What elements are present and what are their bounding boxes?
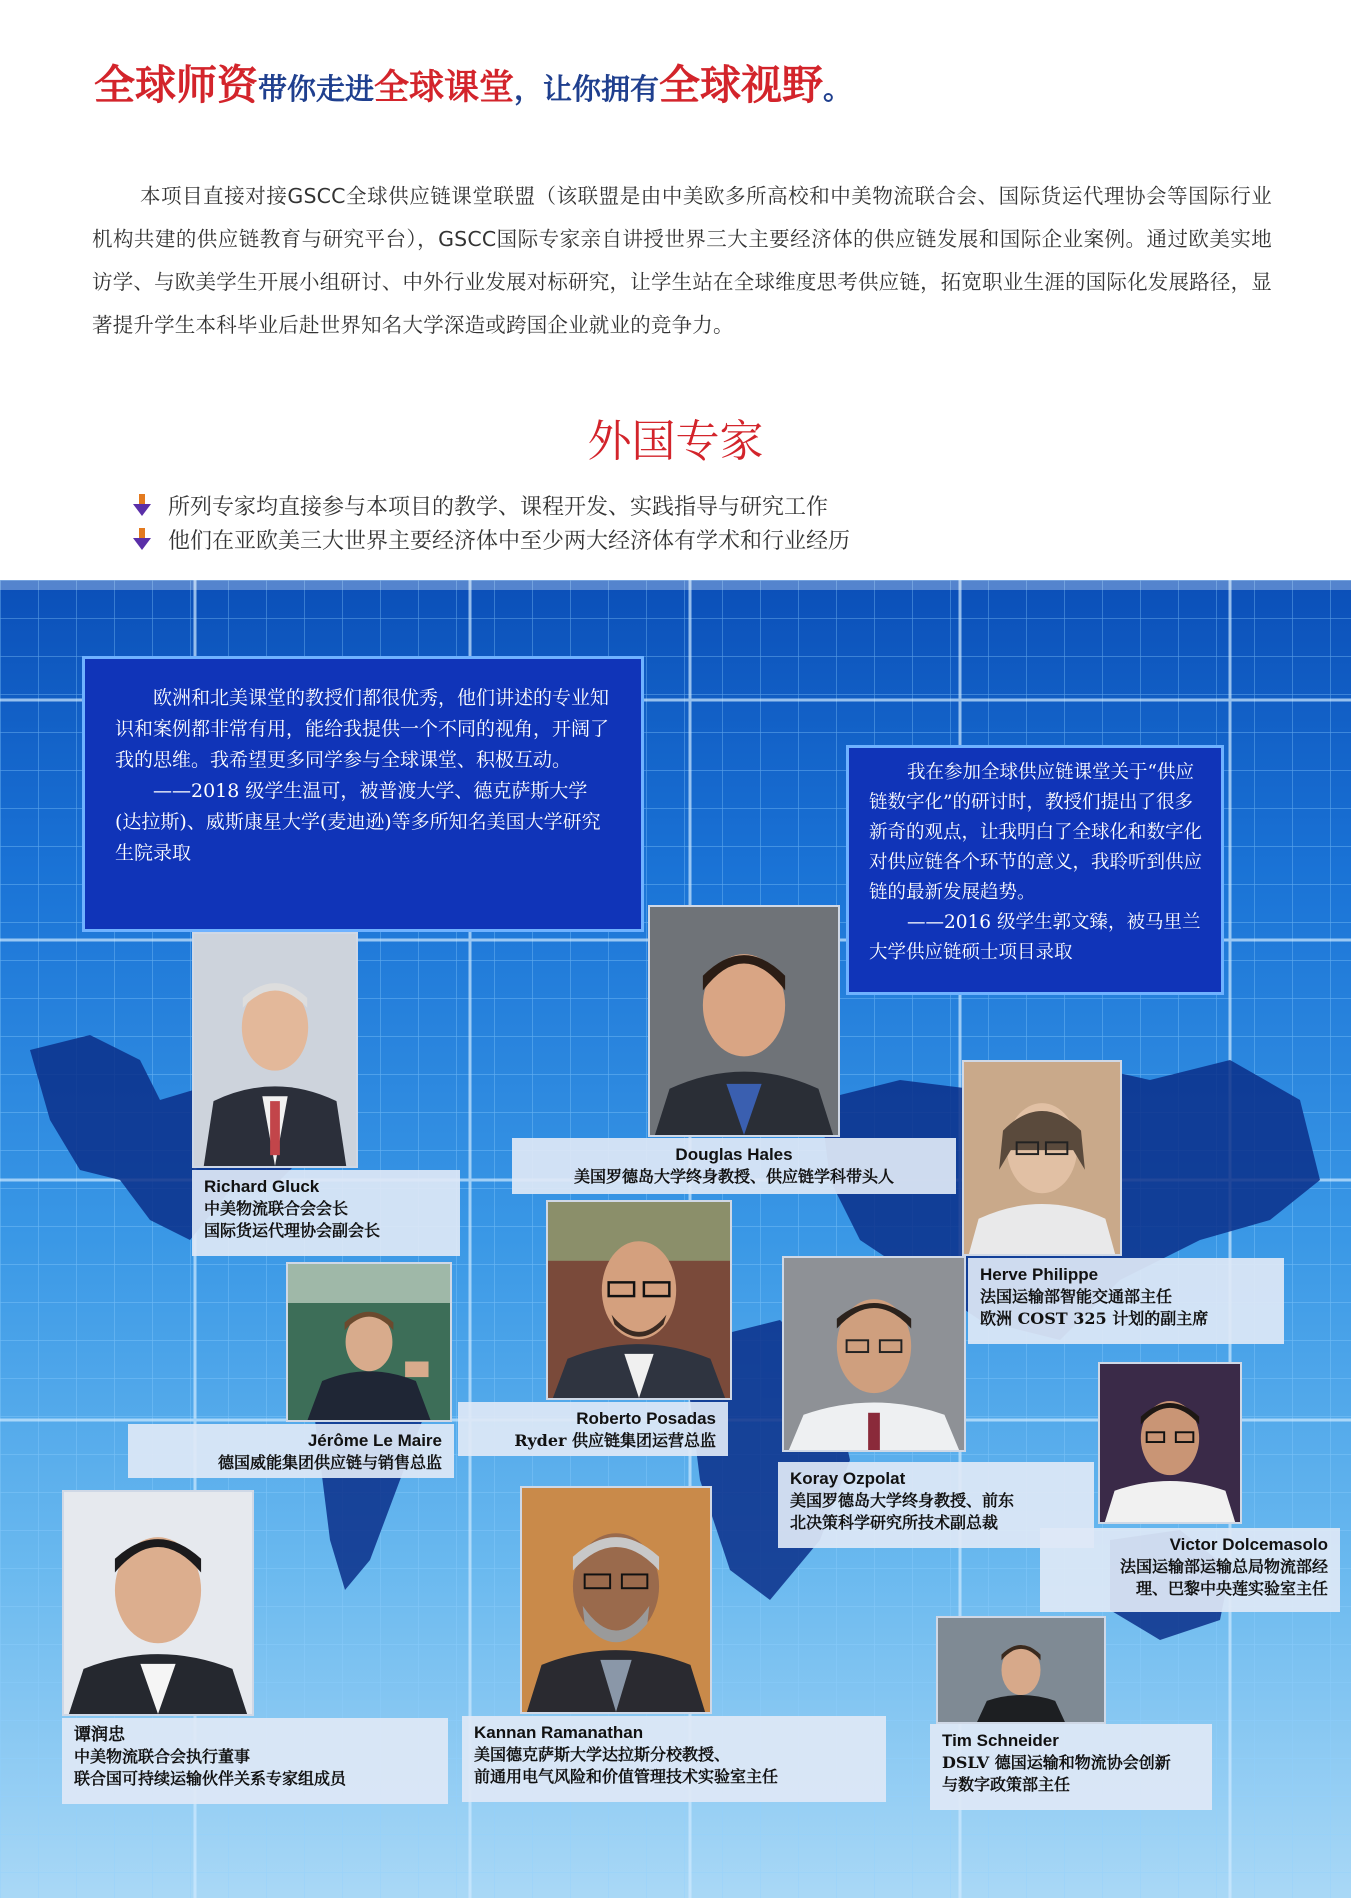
expert-caption-jerome-le-maire — [128, 1424, 454, 1478]
expert-title: 与数字政策部主任 — [942, 1775, 1071, 1794]
expert-photo-koray-ozpolat — [782, 1256, 966, 1452]
expert-title: 国际货运代理协会副会长 — [204, 1221, 381, 1240]
expert-title: Ryder 供应链集团运营总监 — [514, 1431, 716, 1450]
expert-title: 欧洲 COST 325 计划的副主席 — [980, 1309, 1209, 1328]
expert-caption-richard-gluck — [192, 1170, 460, 1256]
expert-title: 法国运输部智能交通部主任 — [980, 1287, 1173, 1306]
down-arrow-bullet-icon — [130, 526, 154, 552]
headline-part-2: 带你走进 — [258, 72, 375, 106]
expert-name: Kannan Ramanathan — [474, 1723, 644, 1742]
expert-photo-douglas-hales — [648, 905, 840, 1137]
headline — [94, 52, 852, 112]
expert-name: Tim Schneider — [942, 1731, 1059, 1750]
expert-name: Richard Gluck — [204, 1177, 320, 1196]
expert-caption-herve-philippe — [968, 1258, 1284, 1344]
expert-title: 中美物流联合会执行董事 — [74, 1747, 251, 1766]
expert-name: 谭润忠 — [74, 1725, 125, 1744]
headline-part-3: 全球课堂 — [374, 68, 515, 108]
expert-caption-roberto-posadas — [458, 1402, 728, 1456]
portrait-image — [1100, 1364, 1240, 1522]
expert-title: 德国威能集团供应链与销售总监 — [217, 1453, 442, 1472]
quote-signature: ——2018 级学生温可，被普渡大学、德克萨斯大学(达拉斯)、威斯康星大学(麦迪逊)等多所知名美国大学研究生院录取 — [115, 780, 601, 864]
section-title: 外国专家 — [587, 416, 764, 467]
down-arrow-bullet-icon — [130, 492, 154, 518]
headline-part-4: ，让你拥有 — [514, 72, 660, 106]
expert-title: 美国罗德岛大学终身教授、前东 — [790, 1491, 1015, 1510]
expert-caption-victor-dolcemasolo — [1040, 1528, 1340, 1612]
expert-title: 联合国可持续运输伙伴关系专家组成员 — [74, 1769, 347, 1788]
expert-name: Douglas Hales — [675, 1145, 793, 1164]
expert-name: Roberto Posadas — [576, 1409, 716, 1428]
bullet-list — [130, 488, 850, 556]
quote-text: 我在参加全球供应链课堂关于“供应链数字化”的研讨时，教授们提出了很多新奇的观点，让我明白了全球化和数字化对供应链各个环节的意义，我聆听到供应链的最新发展趋势。 — [869, 762, 1203, 903]
portrait-image — [964, 1062, 1120, 1254]
expert-photo-jerome-le-maire — [286, 1262, 452, 1422]
student-quote-2 — [846, 745, 1224, 995]
portrait-image — [288, 1264, 450, 1420]
quote-signature: ——2016 级学生郭文臻，被马里兰大学供应链硕士项目录取 — [869, 912, 1201, 963]
expert-name: Jérôme Le Maire — [307, 1431, 442, 1450]
expert-photo-herve-philippe — [962, 1060, 1122, 1256]
expert-caption-tan-runzhong — [62, 1718, 448, 1804]
portrait-image — [784, 1258, 964, 1450]
expert-name: Herve Philippe — [980, 1265, 1099, 1284]
expert-photo-roberto-posadas — [546, 1200, 732, 1400]
portrait-image — [522, 1488, 710, 1712]
portrait-image — [64, 1492, 252, 1714]
student-quote-1 — [82, 656, 644, 932]
portrait-image — [194, 934, 356, 1166]
expert-title: 法国运输部运输总局物流部经 — [1119, 1557, 1328, 1576]
portrait-image — [938, 1618, 1104, 1722]
expert-caption-tim-schneider — [930, 1724, 1212, 1810]
portrait-image — [650, 907, 838, 1135]
expert-title: 理、巴黎中央莲实验室主任 — [1135, 1579, 1328, 1598]
expert-caption-kannan-ramanathan — [462, 1716, 886, 1802]
quote-text: 欧洲和北美课堂的教授们都很优秀，他们讲述的专业知识和案例都非常有用，能给我提供一个不同的视角，开阔了我的思维。我希望更多同学参与全球课堂、积极互动。 — [115, 687, 610, 771]
expert-title: 北决策科学研究所技术副总裁 — [790, 1513, 999, 1532]
bullet-text: 所列专家均直接参与本项目的教学、课程开发、实践指导与研究工作 — [168, 494, 829, 520]
bullet-item — [130, 522, 850, 556]
intro-paragraph: 本项目直接对接GSCC全球供应链课堂联盟（该联盟是由中美欧多所高校和中美物流联合会、国际货运代理协会等国际行业机构共建的供应链教育与研究平台），GSCC国际专家亲自讲授世界三大主要经济体的供应链发展和国际企业案例。通过欧美实地访学、与欧美学生开展小组研讨、中外行业发展对标研究，让学生站在全球维度思考供应链，拓宽职业生涯的国际化发展路径，显著提升学生本科毕业后赴世界知名大学深造或跨国企业就业的竞争力。 — [92, 184, 1272, 337]
headline-part-6: 。 — [823, 72, 853, 106]
bullet-text: 他们在亚欧美三大世界主要经济体中至少两大经济体有学术和行业经历 — [168, 528, 851, 554]
expert-title: 中美物流联合会会长 — [204, 1199, 349, 1218]
expert-title: 前通用电气风险和价值管理技术实验室主任 — [474, 1767, 779, 1786]
expert-title: DSLV 德国运输和物流协会创新 — [942, 1753, 1171, 1772]
expert-caption-douglas-hales — [512, 1138, 956, 1194]
expert-name: Victor Dolcemasolo — [1169, 1535, 1328, 1554]
expert-title: 美国德克萨斯大学达拉斯分校教授、 — [474, 1745, 731, 1764]
expert-name: Koray Ozpolat — [790, 1469, 906, 1488]
bullet-item — [130, 488, 850, 522]
headline-part-5: 全球视野 — [659, 61, 824, 109]
expert-photo-tim-schneider — [936, 1616, 1106, 1724]
expert-title: 美国罗德岛大学终身教授、供应链学科带头人 — [573, 1167, 894, 1186]
portrait-image — [548, 1202, 730, 1398]
expert-photo-victor-dolcemasolo — [1098, 1362, 1242, 1524]
headline-part-1: 全球师资 — [94, 61, 258, 109]
expert-photo-kannan-ramanathan — [520, 1486, 712, 1714]
expert-photo-richard-gluck — [192, 932, 358, 1168]
expert-photo-tan-runzhong — [62, 1490, 254, 1716]
